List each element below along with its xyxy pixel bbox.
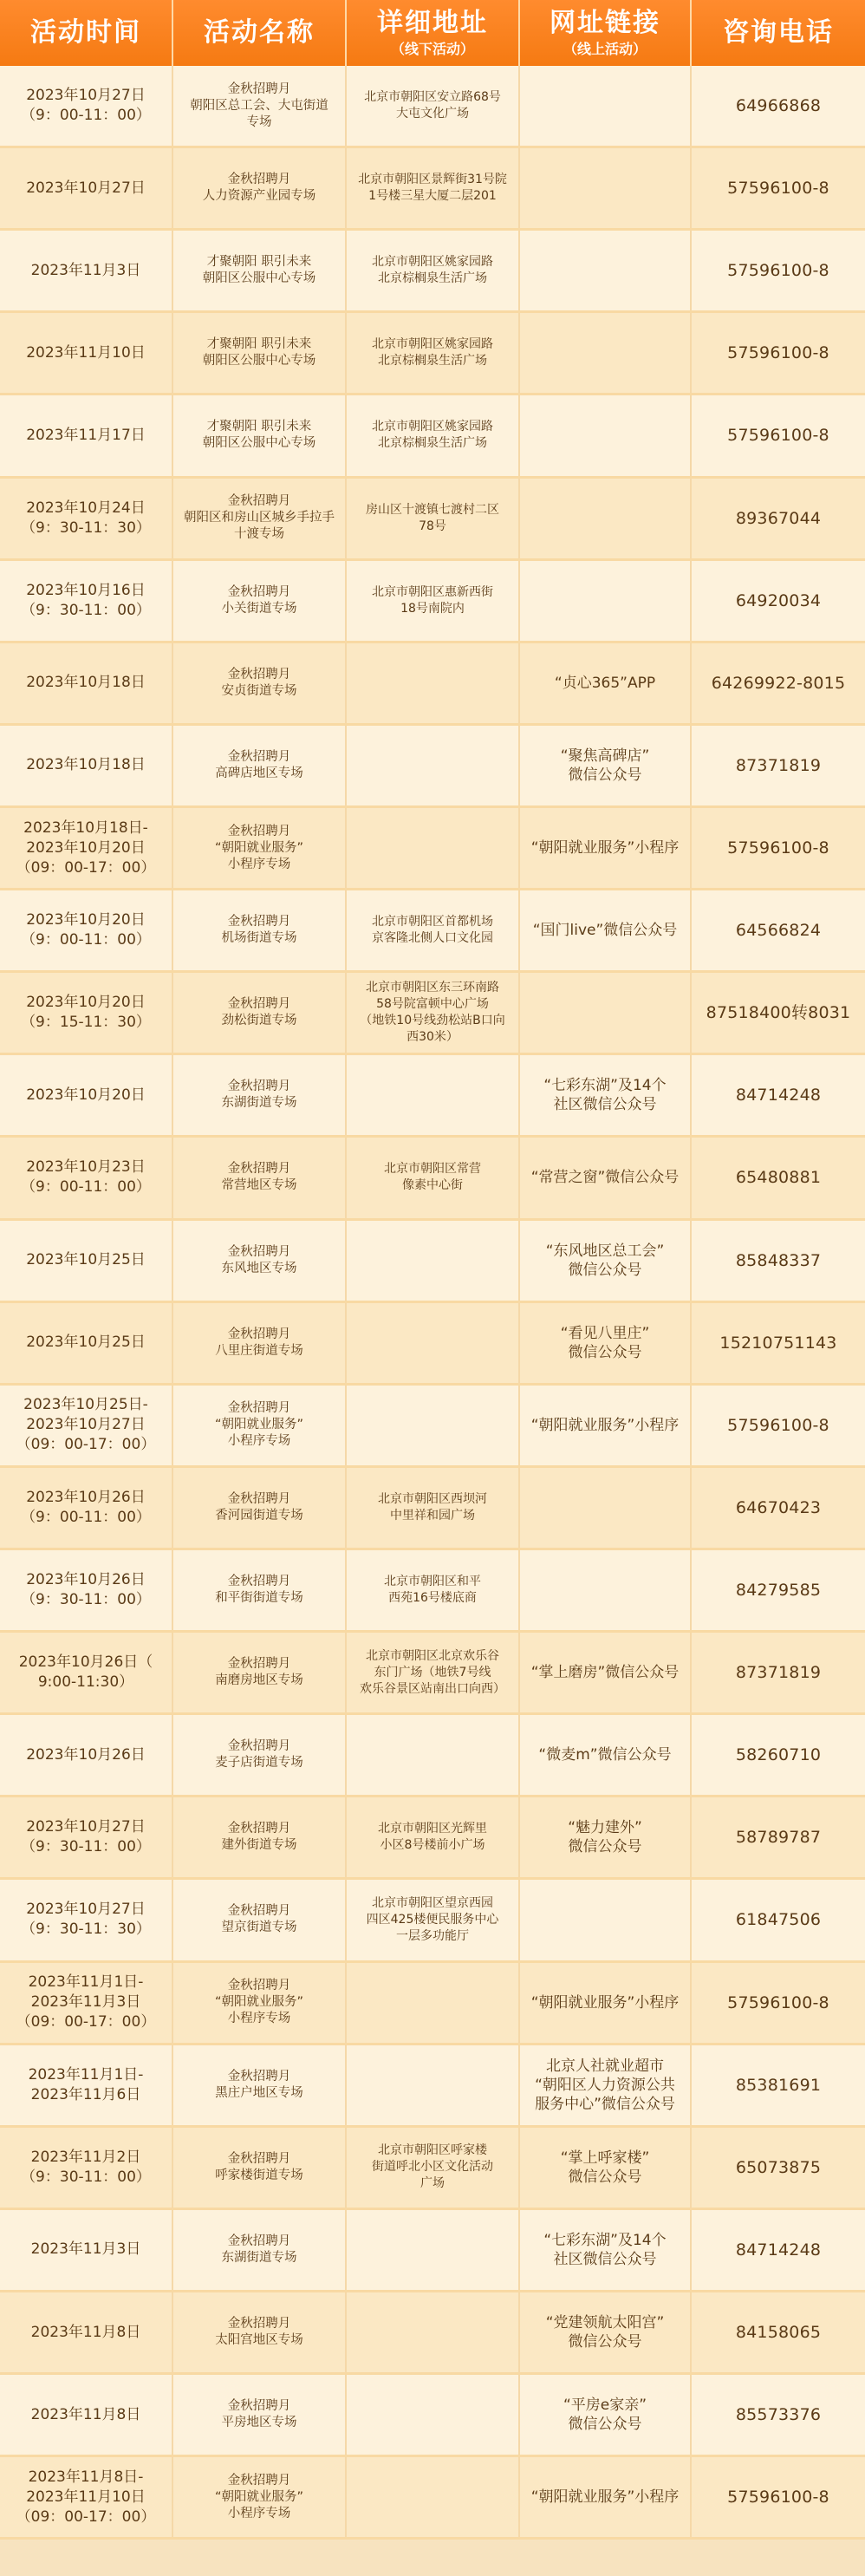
- cell-address: [347, 643, 520, 723]
- cell-address: 北京市朝阳区姚家园路 北京棕榈泉生活广场: [347, 313, 520, 393]
- cell-time: 2023年10月20日 （9：00-11：00）: [0, 890, 173, 970]
- cell-name: 金秋招聘月 朝阳区总工会、大屯街道 专场: [173, 66, 347, 146]
- cell-name: 金秋招聘月 人力资源产业园专场: [173, 148, 347, 228]
- cell-link: [520, 479, 692, 558]
- table-row: [0, 2210, 865, 2292]
- cell-time: 2023年10月25日: [0, 1303, 173, 1383]
- cell-link: “看见八里庄” 微信公众号: [520, 1303, 692, 1383]
- cell-time: 2023年11月17日: [0, 395, 173, 475]
- table-row: [0, 231, 865, 313]
- cell-address: 房山区十渡镇七渡村二区 78号: [347, 479, 520, 558]
- cell-time: 2023年11月2日 （9：30-11：00）: [0, 2128, 173, 2208]
- table-row: [0, 2292, 865, 2375]
- cell-link: [520, 973, 692, 1053]
- cell-link: “贞心365”APP: [520, 643, 692, 723]
- cell-name: 金秋招聘月 望京街道专场: [173, 1880, 347, 1960]
- cell-link: 北京人社就业超市 “朝阳区人力资源公共 服务中心”微信公众号: [520, 2045, 692, 2125]
- table-body: [0, 66, 865, 2540]
- cell-time: 2023年10月27日 （9：00-11：00）: [0, 66, 173, 146]
- cell-time: 2023年10月18日: [0, 726, 173, 805]
- cell-name: 金秋招聘月 常营地区专场: [173, 1138, 347, 1217]
- cell-time: 2023年10月26日 （9：30-11：00）: [0, 1550, 173, 1630]
- table-row: [0, 973, 865, 1055]
- table-row: [0, 1055, 865, 1138]
- cell-phone: 84714248: [735, 2240, 822, 2260]
- cell-link: [520, 66, 692, 146]
- cell-address: [347, 1303, 520, 1383]
- cell-address: 北京市朝阳区西坝河 中里祥和园广场: [347, 1468, 520, 1548]
- cell-time: 2023年10月27日: [0, 148, 173, 228]
- cell-phone: 64566824: [735, 921, 822, 941]
- cell-name: 金秋招聘月 “朝阳就业服务” 小程序专场: [173, 808, 347, 888]
- cell-name: 金秋招聘月 太阳宫地区专场: [173, 2292, 347, 2372]
- header-phone-label: 咨询电话: [723, 17, 834, 48]
- cell-address: [347, 808, 520, 888]
- cell-phone: 58260710: [735, 1745, 822, 1765]
- cell-time: 2023年10月20日 （9：15-11：30）: [0, 973, 173, 1053]
- cell-name: 金秋招聘月 东湖街道专场: [173, 1055, 347, 1135]
- cell-address: 北京市朝阳区望京西园 四区425楼便民服务中心 一层多功能厅: [347, 1880, 520, 1960]
- cell-time: 2023年11月3日: [0, 2210, 173, 2290]
- header-phone: [692, 0, 865, 66]
- cell-name: 金秋招聘月 机场街道专场: [173, 890, 347, 970]
- table-row: [0, 1386, 865, 1468]
- cell-link: “朝阳就业服务”小程序: [520, 2457, 692, 2537]
- table-header: [0, 0, 865, 66]
- cell-link: “朝阳就业服务”小程序: [520, 1386, 692, 1465]
- table-row: [0, 1303, 865, 1386]
- table-row: [0, 561, 865, 643]
- cell-link: “七彩东湖”及14个 社区微信公众号: [520, 1055, 692, 1135]
- cell-address: [347, 2210, 520, 2290]
- header-address-sub: （线下活动）: [390, 41, 474, 57]
- cell-address: 北京市朝阳区呼家楼 街道呼北小区文化活动 广场: [347, 2128, 520, 2208]
- cell-phone: 57596100-8: [727, 343, 829, 363]
- cell-name: 金秋招聘月 黑庄户地区专场: [173, 2045, 347, 2125]
- cell-address: [347, 1963, 520, 2043]
- table-row: [0, 395, 865, 478]
- cell-time: 2023年10月23日 （9：00-11：00）: [0, 1138, 173, 1217]
- cell-phone: 87371819: [735, 1663, 822, 1683]
- table-row: [0, 1468, 865, 1550]
- cell-link: “常营之窗”微信公众号: [520, 1138, 692, 1217]
- cell-name: 金秋招聘月 劲松街道专场: [173, 973, 347, 1053]
- cell-address: 北京市朝阳区姚家园路 北京棕榈泉生活广场: [347, 231, 520, 310]
- cell-link: “党建领航太阳宫” 微信公众号: [520, 2292, 692, 2372]
- cell-time: 2023年10月26日 （9：00-11：00）: [0, 1468, 173, 1548]
- cell-time: 2023年10月26日（ 9:00-11:30）: [0, 1633, 173, 1712]
- cell-phone: 89367044: [735, 508, 822, 528]
- cell-time: 2023年10月24日 （9：30-11：30）: [0, 479, 173, 558]
- cell-name: 金秋招聘月 朝阳区和房山区城乡手拉手 十渡专场: [173, 479, 347, 558]
- cell-time: 2023年10月25日- 2023年10月27日 （09：00-17：00）: [0, 1386, 173, 1465]
- cell-name: 金秋招聘月 “朝阳就业服务” 小程序专场: [173, 1386, 347, 1465]
- header-address: [347, 0, 520, 66]
- cell-phone: 64670423: [735, 1497, 822, 1517]
- cell-phone: 87371819: [735, 755, 822, 775]
- table-row: [0, 479, 865, 561]
- cell-address: [347, 1386, 520, 1465]
- cell-address: 北京市朝阳区姚家园路 北京棕榈泉生活广场: [347, 395, 520, 475]
- cell-phone: 57596100-8: [727, 2488, 829, 2508]
- cell-link: “聚焦高碑店” 微信公众号: [520, 726, 692, 805]
- table-row: [0, 1715, 865, 1797]
- cell-address: 北京市朝阳区光辉里 小区8号楼前小广场: [347, 1797, 520, 1877]
- cell-phone: 57596100-8: [727, 1415, 829, 1435]
- cell-time: 2023年11月10日: [0, 313, 173, 393]
- header-address-label: 详细地址: [377, 8, 488, 38]
- cell-address: 北京市朝阳区安立路68号 大屯文化广场: [347, 66, 520, 146]
- cell-name: 金秋招聘月 和平街街道专场: [173, 1550, 347, 1630]
- cell-phone: 61847506: [735, 1910, 822, 1930]
- table-row: [0, 2128, 865, 2210]
- cell-phone: 87518400转8031: [706, 1003, 851, 1023]
- cell-time: 2023年11月1日- 2023年11月3日 （09：00-17：00）: [0, 1963, 173, 2043]
- cell-address: [347, 726, 520, 805]
- cell-link: “平房e家亲” 微信公众号: [520, 2375, 692, 2455]
- cell-name: 金秋招聘月 麦子店街道专场: [173, 1715, 347, 1795]
- table-row: [0, 726, 865, 808]
- cell-address: 北京市朝阳区常营 像素中心街: [347, 1138, 520, 1217]
- table-row: [0, 148, 865, 231]
- table-row: [0, 1797, 865, 1880]
- cell-phone: 65480881: [735, 1168, 822, 1188]
- cell-time: 2023年10月27日 （9：30-11：00）: [0, 1797, 173, 1877]
- cell-time: 2023年10月16日 （9：30-11：00）: [0, 561, 173, 641]
- cell-phone: 64966868: [735, 96, 822, 116]
- cell-name: 金秋招聘月 “朝阳就业服务” 小程序专场: [173, 1963, 347, 2043]
- cell-phone: 57596100-8: [727, 838, 829, 858]
- table-row: [0, 1963, 865, 2045]
- table-row: [0, 2375, 865, 2457]
- cell-name: 才聚朝阳 职引未来 朝阳区公服中心专场: [173, 231, 347, 310]
- cell-link: “东风地区总工会” 微信公众号: [520, 1221, 692, 1301]
- cell-time: 2023年10月27日 （9：30-11：30）: [0, 1880, 173, 1960]
- header-name-label: 活动名称: [204, 17, 315, 48]
- table-row: [0, 1880, 865, 1962]
- cell-phone: 57596100-8: [727, 261, 829, 281]
- cell-link: “国门live”微信公众号: [520, 890, 692, 970]
- cell-name: 金秋招聘月 建外街道专场: [173, 1797, 347, 1877]
- header-time: [0, 0, 173, 66]
- table-row: [0, 890, 865, 973]
- cell-link: [520, 1550, 692, 1630]
- header-link: [520, 0, 692, 66]
- cell-link: “掌上磨房”微信公众号: [520, 1633, 692, 1712]
- cell-address: [347, 2045, 520, 2125]
- cell-name: 金秋招聘月 呼家楼街道专场: [173, 2128, 347, 2208]
- table-row: [0, 313, 865, 395]
- cell-link: “七彩东湖”及14个 社区微信公众号: [520, 2210, 692, 2290]
- cell-phone: 15210751143: [719, 1333, 837, 1353]
- header-link-sub: （线上活动）: [563, 41, 647, 57]
- cell-address: [347, 1055, 520, 1135]
- cell-address: 北京市朝阳区景辉街31号院 1号楼三星大厦二层201: [347, 148, 520, 228]
- cell-link: [520, 395, 692, 475]
- table-row: [0, 643, 865, 726]
- cell-time: 2023年10月18日- 2023年10月20日 （09：00-17：00）: [0, 808, 173, 888]
- cell-address: [347, 1221, 520, 1301]
- cell-phone: 84279585: [735, 1581, 822, 1601]
- cell-link: [520, 313, 692, 393]
- cell-time: 2023年11月3日: [0, 231, 173, 310]
- cell-name: 金秋招聘月 安贞街道专场: [173, 643, 347, 723]
- cell-address: [347, 2292, 520, 2372]
- cell-phone: 57596100-8: [727, 1992, 829, 2012]
- cell-link: [520, 1468, 692, 1548]
- cell-name: 金秋招聘月 南磨房地区专场: [173, 1633, 347, 1712]
- cell-address: [347, 2375, 520, 2455]
- cell-name: 金秋招聘月 平房地区专场: [173, 2375, 347, 2455]
- cell-phone: 58789787: [735, 1828, 822, 1848]
- cell-time: 2023年10月20日: [0, 1055, 173, 1135]
- cell-phone: 65073875: [735, 2157, 822, 2177]
- table-row: [0, 1550, 865, 1633]
- cell-address: [347, 1715, 520, 1795]
- cell-phone: 85381691: [735, 2075, 822, 2095]
- cell-name: 金秋招聘月 东风地区专场: [173, 1221, 347, 1301]
- cell-phone: 64920034: [735, 590, 822, 610]
- cell-phone: 85573376: [735, 2405, 822, 2425]
- cell-name: 金秋招聘月 “朝阳就业服务” 小程序专场: [173, 2457, 347, 2537]
- header-name: [173, 0, 347, 66]
- cell-address: 北京市朝阳区和平 西苑16号楼底商: [347, 1550, 520, 1630]
- cell-address: 北京市朝阳区东三环南路 58号院富顿中心广场 （地铁10号线劲松站B口向 西30米）: [347, 973, 520, 1053]
- cell-phone: 84714248: [735, 1086, 822, 1105]
- table-row: [0, 1138, 865, 1220]
- table-row: [0, 1221, 865, 1303]
- cell-phone: 84158065: [735, 2323, 822, 2342]
- cell-address: 北京市朝阳区惠新西街 18号南院内: [347, 561, 520, 641]
- cell-time: 2023年10月26日: [0, 1715, 173, 1795]
- cell-address: 北京市朝阳区北京欢乐谷 东门广场（地铁7号线 欢乐谷景区站南出口向西）: [347, 1633, 520, 1712]
- cell-time: 2023年10月18日: [0, 643, 173, 723]
- cell-name: 金秋招聘月 东湖街道专场: [173, 2210, 347, 2290]
- cell-link: “朝阳就业服务”小程序: [520, 808, 692, 888]
- cell-name: 金秋招聘月 小关街道专场: [173, 561, 347, 641]
- cell-time: 2023年11月8日- 2023年11月10日 （09：00-17：00）: [0, 2457, 173, 2537]
- cell-link: “朝阳就业服务”小程序: [520, 1963, 692, 2043]
- cell-phone: 85848337: [735, 1250, 822, 1270]
- cell-time: 2023年10月25日: [0, 1221, 173, 1301]
- cell-name: 才聚朝阳 职引未来 朝阳区公服中心专场: [173, 313, 347, 393]
- cell-phone: 57596100-8: [727, 426, 829, 446]
- cell-name: 金秋招聘月 高碑店地区专场: [173, 726, 347, 805]
- cell-name: 才聚朝阳 职引未来 朝阳区公服中心专场: [173, 395, 347, 475]
- cell-time: 2023年11月8日: [0, 2292, 173, 2372]
- cell-time: 2023年11月1日- 2023年11月6日: [0, 2045, 173, 2125]
- cell-phone: 64269922-8015: [711, 673, 846, 693]
- cell-name: 金秋招聘月 香河园街道专场: [173, 1468, 347, 1548]
- table-row: [0, 808, 865, 890]
- header-link-label: 网址链接: [550, 8, 660, 38]
- cell-link: “微麦m”微信公众号: [520, 1715, 692, 1795]
- cell-address: [347, 2457, 520, 2537]
- table-row: [0, 2045, 865, 2128]
- cell-link: [520, 231, 692, 310]
- cell-time: 2023年11月8日: [0, 2375, 173, 2455]
- header-time-label: 活动时间: [30, 17, 141, 48]
- table-row: [0, 2457, 865, 2540]
- cell-address: 北京市朝阳区首都机场 京客隆北侧人口文化园: [347, 890, 520, 970]
- cell-link: [520, 148, 692, 228]
- cell-link: “掌上呼家楼” 微信公众号: [520, 2128, 692, 2208]
- table-row: [0, 66, 865, 148]
- table-row: [0, 1633, 865, 1715]
- cell-link: [520, 1880, 692, 1960]
- cell-link: “魅力建外” 微信公众号: [520, 1797, 692, 1877]
- cell-phone: 57596100-8: [727, 179, 829, 199]
- cell-name: 金秋招聘月 八里庄街道专场: [173, 1303, 347, 1383]
- cell-link: [520, 561, 692, 641]
